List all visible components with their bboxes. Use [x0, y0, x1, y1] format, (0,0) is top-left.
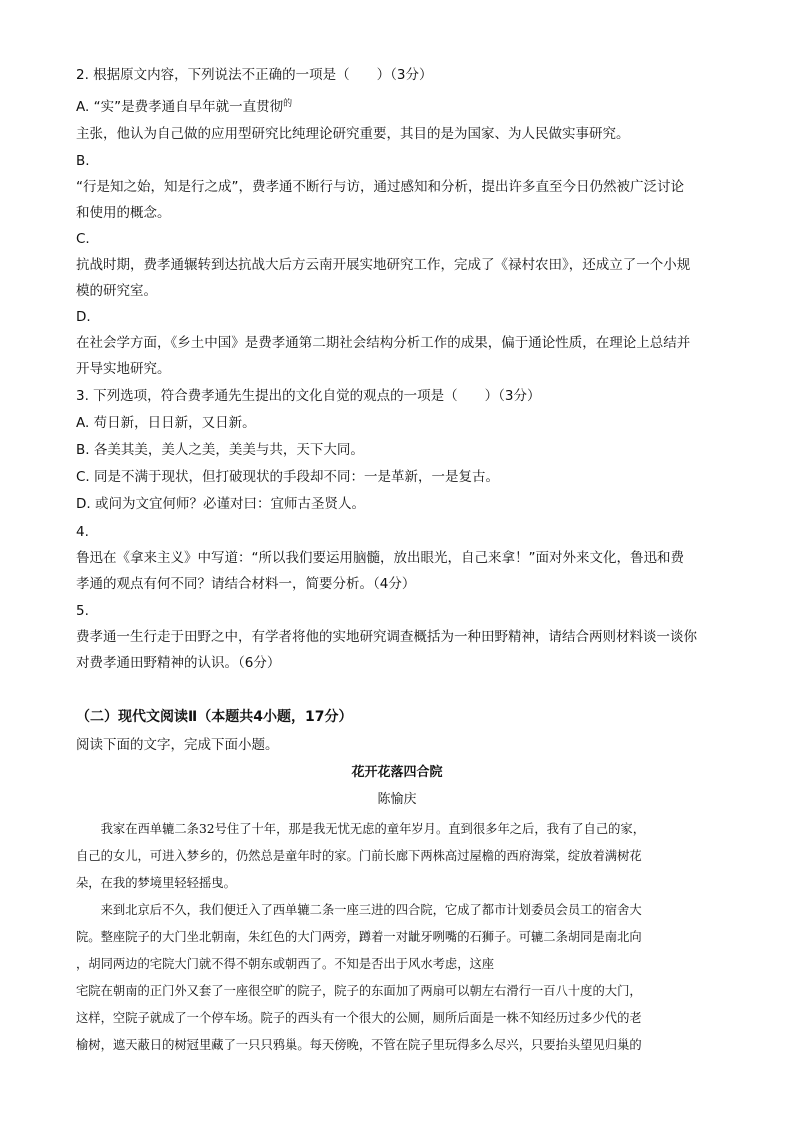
passage-line: 来到北京后不久，我们便迁入了西单辘二条一座三进的四合院，它成了都市计划委员会员工的宿舍大 — [76, 903, 642, 917]
question-2-option-b-line: 和使用的概念。 — [76, 205, 171, 221]
question-2-stem: 2. 根据原文内容，下列说法不正确的一项是（ ）（3分） — [76, 67, 433, 83]
question-3-option-d: D. 或问为文宜何师？必谨对曰：宜师古圣贤人。 — [76, 496, 365, 512]
question-2-option-a-label — [76, 97, 726, 119]
option-a-text: A. “实”是费孝通自早年就一直贯彻 — [76, 99, 284, 115]
question-2-option-d-label: D. — [76, 309, 91, 325]
question-2-option-b-label: B. — [76, 153, 90, 169]
question-2-option-c-line: 模的研究室。 — [76, 283, 157, 299]
question-4-line: 鲁迅在《拿来主义》中写道：“所以我们要运用脑髓，放出眼光，自己来拿！”面对外来文化，鲁迅和费 — [76, 550, 684, 566]
passage-line: 榆树，遮天蔽日的树冠里藏了一只只鸦巢。每天傍晚，不管在院子里玩得多么尽兴，只要抬头望见归巢的 — [76, 1038, 642, 1052]
question-3-stem: 3. 下列选项，符合费孝通先生提出的文化自觉的观点的一项是（ ）（3分） — [76, 388, 541, 404]
passage-line: 我家在西单辘二条32号住了十年，那是我无忧无虑的童年岁月。直到很多年之后，我有了自己的家， — [76, 822, 646, 836]
question-3-option-a: A. 苟日新，日日新，又日新。 — [76, 415, 256, 431]
question-2-option-a-text: 主张，他认为自己做的应用型研究比纯理论研究重要，其目的是为国家、为人民做实事研究。 — [76, 126, 630, 142]
passage-line: ，胡同两边的宅院大门就不得不朝东或朝西了。不知是否出于风水考虑，这座 — [76, 957, 495, 971]
question-4-number: 4. — [76, 524, 89, 540]
option-a-superscript: 的 — [283, 99, 293, 109]
passage-author: 陈愉庆 — [377, 792, 417, 807]
passage-line: 自己的女儿，可进入梦乡的，仍然总是童年时的家。门前长廊下两株高过屋檐的西府海棠，绽放着满树花 — [76, 849, 642, 863]
question-2-option-c-label: C. — [76, 231, 90, 247]
question-5-line: 费孝通一生行走于田野之中，有学者将他的实地研究调查概括为一种田野精神，请结合两则材料谈一谈你 — [76, 629, 697, 645]
passage-line: 朵，在我的梦境里轻轻摇曳。 — [76, 876, 236, 890]
question-2-option-b-line: “行是知之始，知是行之成”，费孝通不断行与访，通过感知和分析，提出许多直至今日仍然被广泛讨论 — [76, 179, 684, 195]
section-heading: （二）现代文阅读Ⅱ（本题共4小题，17分） — [76, 709, 353, 725]
passage-line: 宅院在朝南的正门外又套了一座很空旷的院子，院子的东面加了两扇可以朝左右滑行一百八十度的大门， — [76, 984, 642, 998]
question-5-line: 对费孝通田野精神的认识。（6分） — [76, 655, 281, 671]
question-3-option-c: C. 同是不满于现状，但打破现状的手段却不同：一是革新，一是复古。 — [76, 469, 500, 485]
question-2-option-d-line: 在社会学方面，《乡土中国》是费孝通第二期社会结构分析工作的成果，偏于通论性质，在理论上总结并 — [76, 335, 691, 351]
question-2-option-d-line: 开导实地研究。 — [76, 361, 171, 377]
question-5-number: 5. — [76, 603, 89, 619]
passage-line: 院。整座院子的大门坐北朝南，朱红色的大门两旁，蹲着一对龇牙咧嘴的石狮子。可辘二条胡同是南北向 — [76, 930, 642, 944]
passage-title: 花开花落四合院 — [351, 765, 443, 780]
question-3-option-b: B. 各美其美，美人之美，美美与共，天下大同。 — [76, 442, 364, 458]
passage-line: 这样，空院子就成了一个停车场。院子的西头有一个很大的公厕，厕所后面是一株不知经历过多少代的老 — [76, 1011, 642, 1025]
section-instruction: 阅读下面的文字，完成下面小题。 — [76, 737, 279, 753]
question-4-line: 孝通的观点有何不同？请结合材料一，简要分析。（4分） — [76, 576, 416, 592]
question-2-option-c-line: 抗战时期，费孝通辗转到达抗战大后方云南开展实地研究工作，完成了《禄村农田》，还成立了一个小规 — [76, 257, 691, 273]
